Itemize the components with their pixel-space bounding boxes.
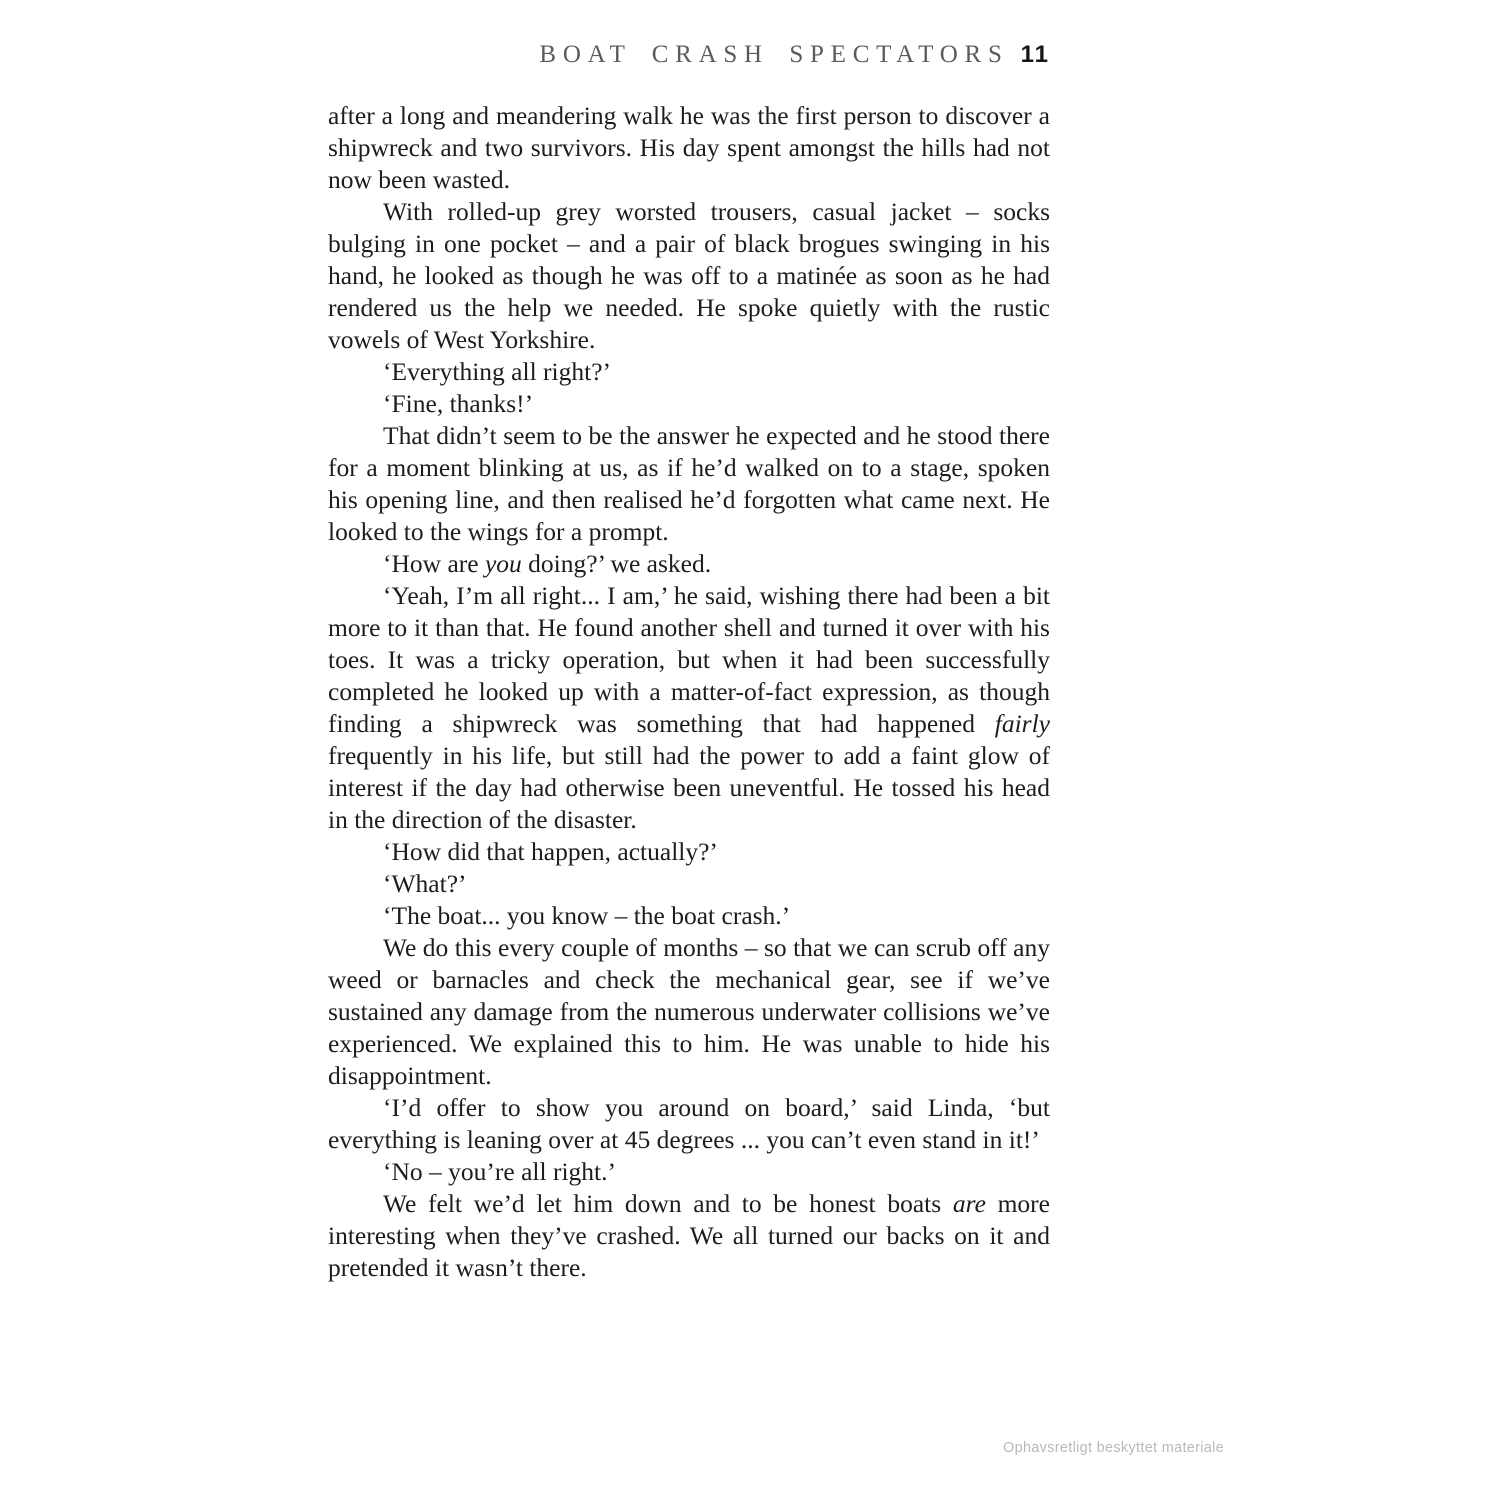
paragraph: [328, 388, 1050, 420]
text-segment: With rolled-up grey worsted trousers, casual jacket – socks bulging in one pocket – and a pair of black brogues swinging in his hand, he looked as though he was off to a matinée as soon as he had rendered us the help we needed. He spoke quietly with the rustic vowels of West Yorkshire.: [328, 197, 1050, 354]
copyright-watermark: Ophavsretligt beskyttet materiale: [1003, 1440, 1225, 1456]
paragraph: [328, 900, 1050, 932]
text-segment: ‘How are: [383, 549, 485, 578]
paragraph: [328, 356, 1050, 388]
text-segment: ‘No – you’re all right.’: [383, 1157, 616, 1186]
paragraph: [328, 836, 1050, 868]
paragraph: [328, 548, 1050, 580]
text-segment: frequently in his life, but still had the power to add a faint glow of interest if the day had otherwise been uneventful. He tossed his head in the direction of the disaster.: [328, 741, 1050, 834]
paragraph: [328, 196, 1050, 356]
running-header: [328, 41, 1050, 69]
text-segment: ‘Yeah, I’m all right... I am,’ he said, wishing there had been a bit more to it than that. He found another shell and turned it over with his toes. It was a tricky operation, but when it had been successfully completed he looked up with a matter-of-fact expression, as though finding a shipwreck was something that had happened: [328, 581, 1050, 738]
text-segment: ‘Fine, thanks!’: [383, 389, 534, 418]
paragraph: [328, 1188, 1050, 1284]
text-segment: We do this every couple of months – so that we can scrub off any weed or barnacles and check the mechanical gear, see if we’ve sustained any damage from the numerous underwater collisions we’ve experienced. We explained this to him. He was unable to hide his disappointment.: [328, 933, 1050, 1090]
page-number: 11: [1020, 41, 1050, 68]
text-segment: ‘Everything all right?’: [383, 357, 612, 386]
running-title: BOAT CRASH SPECTATORS: [539, 41, 1009, 68]
text-segment: ‘The boat... you know – the boat crash.’: [383, 901, 791, 930]
text-segment: more interesting when they’ve crashed. We all turned our backs on it and pretended it wasn’t there.: [328, 1189, 1050, 1282]
paragraph: [328, 100, 1050, 196]
paragraph: [328, 1092, 1050, 1156]
paragraph: [328, 580, 1050, 836]
paragraph: [328, 420, 1050, 548]
body-text: [328, 100, 1050, 1284]
text-segment: doing?’ we asked.: [521, 549, 712, 578]
italic-text: are: [952, 1189, 986, 1218]
paragraph: [328, 868, 1050, 900]
text-segment: ‘I’d offer to show you around on board,’ said Linda, ‘but everything is leaning over at 45 degrees ... you can’t even stand in it!’: [328, 1093, 1050, 1154]
italic-text: you: [484, 549, 522, 578]
text-segment: We felt we’d let him down and to be honest boats: [383, 1189, 953, 1218]
text-segment: That didn’t seem to be the answer he expected and he stood there for a moment blinking at us, as if he’d walked on to a stage, spoken his opening line, and then realised he’d forgotten what came next. He looked to the wings for a prompt.: [328, 421, 1050, 546]
text-segment: ‘How did that happen, actually?’: [383, 837, 718, 866]
italic-text: fairly: [994, 709, 1050, 738]
paragraph: [328, 932, 1050, 1092]
text-segment: ‘What?’: [383, 869, 467, 898]
paragraph: [328, 1156, 1050, 1188]
text-segment: after a long and meandering walk he was the first person to discover a shipwreck and two survivors. His day spent amongst the hills had not now been wasted.: [328, 101, 1050, 194]
